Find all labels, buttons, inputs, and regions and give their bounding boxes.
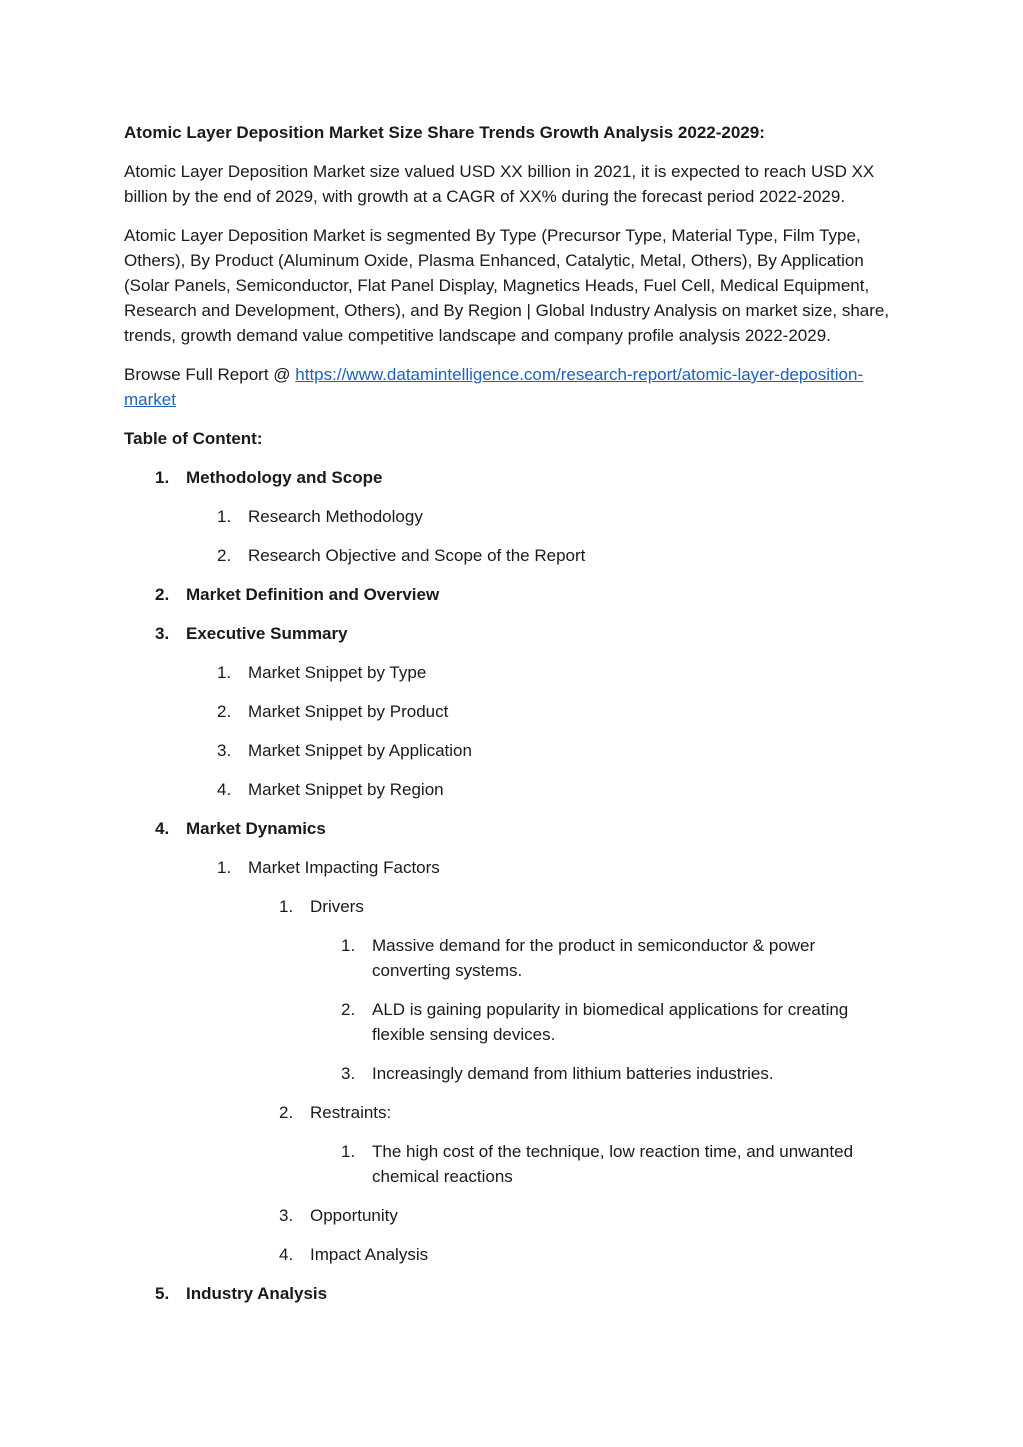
toc-item-number: 1. <box>341 936 356 955</box>
toc-item <box>124 1203 904 1228</box>
toc-item-number: 2. <box>217 702 232 721</box>
toc-item-number: 1. <box>279 897 294 916</box>
toc-item-number: 1. <box>155 468 170 487</box>
toc-item-number: 1. <box>217 858 232 877</box>
toc-item-text: Executive Summary <box>186 624 348 643</box>
toc-item-text: Market Impacting Factors <box>248 858 440 877</box>
toc-item-number: 1. <box>341 1142 356 1161</box>
toc-item-number: 3. <box>155 624 170 643</box>
toc-item-text: Impact Analysis <box>310 1245 429 1264</box>
toc-item-number: 1. <box>217 663 232 682</box>
document-title: Atomic Layer Deposition Market Size Share Trends Growth Analysis 2022-2029: <box>124 123 765 142</box>
toc-item-text: Industry Analysis <box>186 1284 328 1303</box>
browse-report-line <box>124 362 904 412</box>
toc-item <box>124 1100 904 1125</box>
toc-item-number: 4. <box>155 819 170 838</box>
toc-item-number: 3. <box>217 741 232 760</box>
browse-prefix: Browse Full Report @ <box>124 365 296 384</box>
toc-item <box>124 855 904 880</box>
toc-item <box>124 543 904 568</box>
toc-item-text: Massive demand for the product in semiconductor & power converting systems. <box>372 936 816 980</box>
toc-item-text: ALD is gaining popularity in biomedical applications for creating flexible sensing devices. <box>372 1000 849 1044</box>
toc-item <box>124 504 904 529</box>
toc-item-text: Increasingly demand from lithium batteries industries. <box>372 1064 774 1083</box>
toc-item-number: 3. <box>279 1206 294 1225</box>
toc-item <box>124 621 904 646</box>
toc-item <box>124 816 904 841</box>
toc-item-number: 2. <box>341 1000 356 1019</box>
document-page <box>124 120 904 1320</box>
toc-item-number: 2. <box>217 546 232 565</box>
toc-item-text: Market Snippet by Application <box>248 741 472 760</box>
toc-item <box>124 1139 904 1189</box>
toc-item-text: Restraints: <box>310 1103 392 1122</box>
toc-item <box>124 1061 904 1086</box>
toc-item <box>124 1242 904 1267</box>
toc-item <box>124 894 904 919</box>
toc-item <box>124 997 904 1047</box>
toc-item-text: Research Methodology <box>248 507 423 526</box>
segmentation-paragraph: Atomic Layer Deposition Market is segmented By Type (Precursor Type, Material Type, Film Type, Others), By Product (Aluminum Oxide, Plasma Enhanced, Catalytic, Metal, Others), By Application (Solar Panels, Semiconductor, Flat Panel Display, Magnetics Heads, Fuel Cell, Medical Equipment, Research and Development, Others), and By Region | Global Industry Analysis on market size, share, trends, growth demand value competitive landscape and company profile analysis 2022-2029. <box>124 226 890 345</box>
toc-item <box>124 465 904 490</box>
toc-item-text: Market Definition and Overview <box>186 585 440 604</box>
intro-paragraph: Atomic Layer Deposition Market size valued USD XX billion in 2021, it is expected to reach USD XX billion by the end of 2029, with growth at a CAGR of XX% during the forecast period 2022-2029. <box>124 162 875 206</box>
report-link[interactable]: https://www.datamintelligence.com/research-report/atomic-layer-deposition-market <box>124 365 864 409</box>
toc-title: Table of Content: <box>124 429 263 448</box>
toc-item-text: Research Objective and Scope of the Report <box>248 546 586 565</box>
toc-item <box>124 1281 904 1306</box>
toc-item-number: 1. <box>217 507 232 526</box>
toc-item-number: 4. <box>217 780 232 799</box>
toc-item-text: Market Snippet by Type <box>248 663 427 682</box>
toc-item-text: Market Dynamics <box>186 819 326 838</box>
toc-item-text: Drivers <box>310 897 364 916</box>
toc-item-text: Methodology and Scope <box>186 468 383 487</box>
toc-item-number: 5. <box>155 1284 170 1303</box>
toc-item-text: Opportunity <box>310 1206 398 1225</box>
toc-item-text: Market Snippet by Product <box>248 702 449 721</box>
toc-item <box>124 699 904 724</box>
toc-item <box>124 582 904 607</box>
toc-item-text: Market Snippet by Region <box>248 780 444 799</box>
toc-item-number: 2. <box>155 585 170 604</box>
toc-item <box>124 933 904 983</box>
toc-item-number: 2. <box>279 1103 294 1122</box>
toc-item <box>124 738 904 763</box>
toc-item-number: 3. <box>341 1064 356 1083</box>
toc-list <box>124 465 904 1306</box>
toc-item <box>124 777 904 802</box>
toc-item <box>124 660 904 685</box>
toc-item-number: 4. <box>279 1245 294 1264</box>
toc-item-text: The high cost of the technique, low reaction time, and unwanted chemical reactions <box>372 1142 854 1186</box>
